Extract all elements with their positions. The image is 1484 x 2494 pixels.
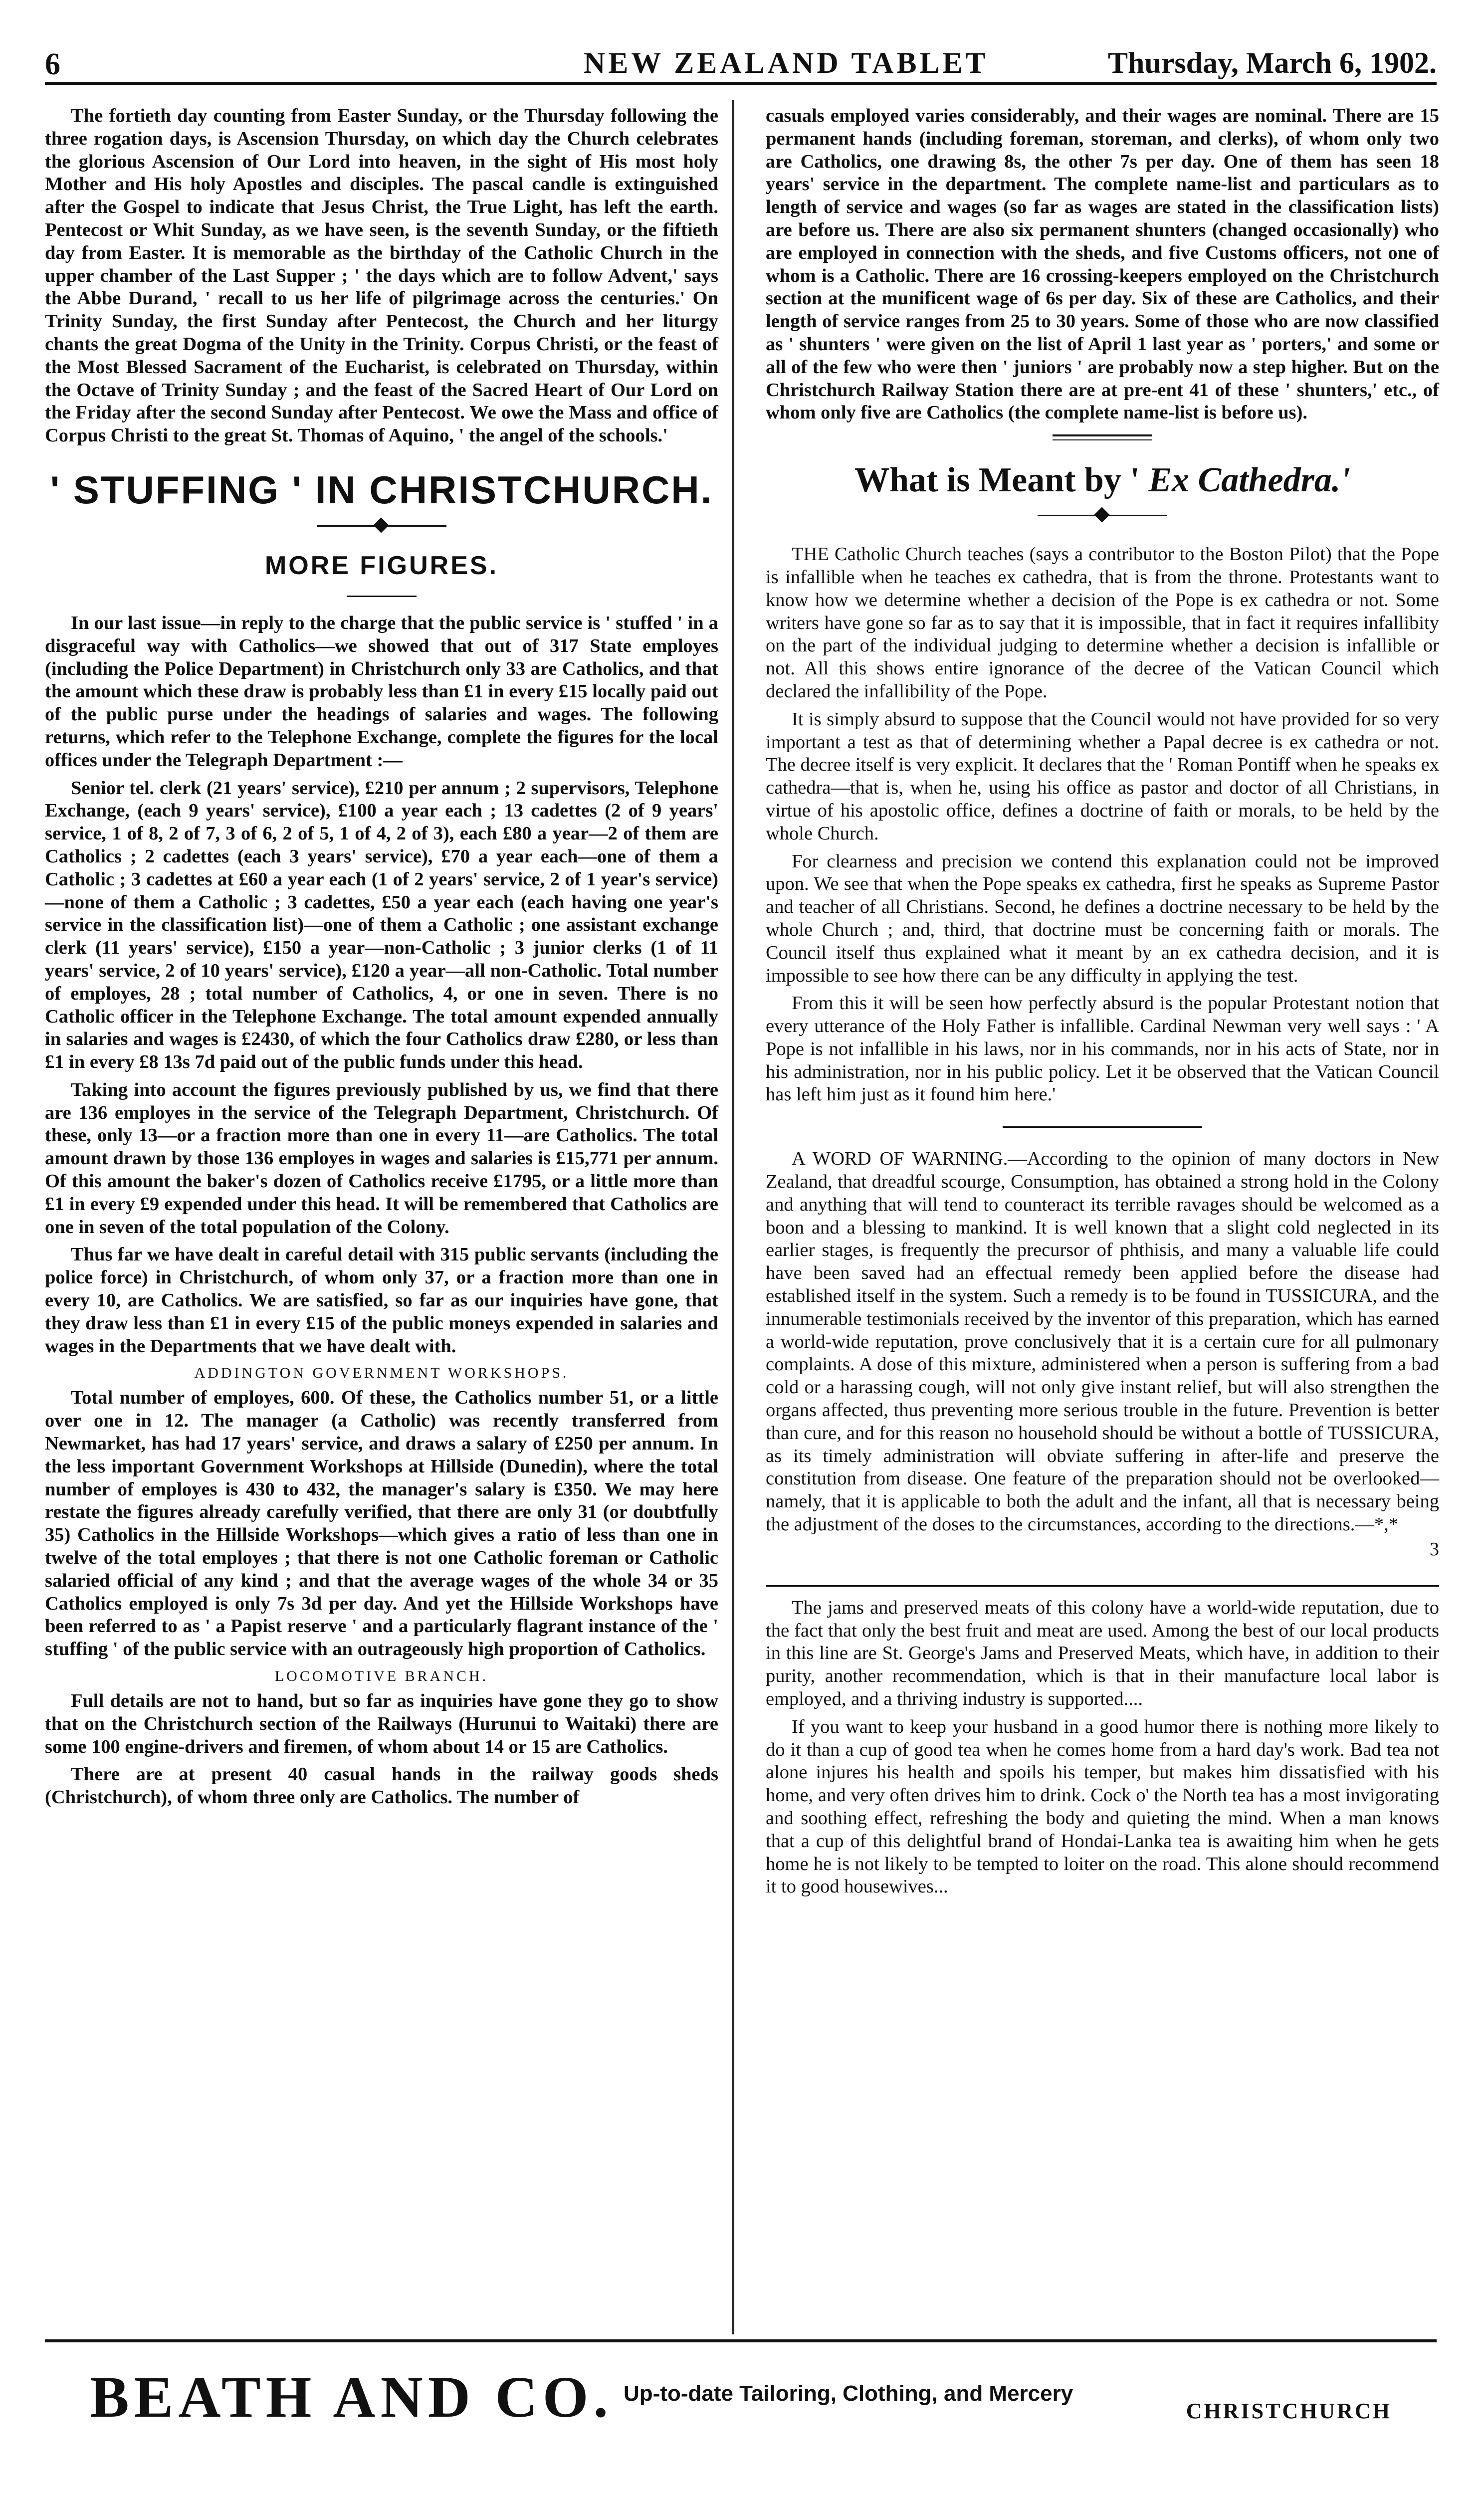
article-paragraph: Full details are not to hand, but so far as inquiries have gone they go to show that on the Christchurch section of the Railways (Hurunui to Waitaki) there are some 100 engine-drivers and firemen, of whom about 14 or 15 are Catholics. bbox=[45, 1690, 718, 1757]
ex-paragraph: THE Catholic Church teaches (says a contributor to the Boston Pilot) that the Pope is infallible when he teaches ex cathedra, that is from the throne. Protestants want to know how we determine whether a decision of the Pope is ex cathedra or not. Some writers have gone so far as to say that it is impossible, that in fact it requires infallibity on the part of the individual judging to determine whether a decision is infallible or not. All this shows entire ignorance of the decree of the Vatican Council which declared the infallibility of the Pope. bbox=[766, 544, 1439, 702]
jams-paragraph: The jams and preserved meats of this colony have a world-wide reputation, due to the fact that only the best fruit and meat are used. Among the best of our local products in this line are St. George's Jams and Preserved Meats, which have, in addition to their purity, another recommendation, which is that in their manufacture local labor is employed, and a thriving industry is supported.... bbox=[766, 1597, 1439, 1710]
article-subheadline: MORE FIGURES. bbox=[264, 551, 499, 580]
continued-paragraph: casuals employed varies considerably, and their wages are nominal. There are 15 permanent hands (including foreman, storeman, and clerks), of whom only two are Catholics, one drawing 8s, the other 7s per day. One of them has seen 18 years' service in the department. The complete name-list and particulars as to length of service and wages (so far as wages are stated in the classification lists) are before us. There are also six permanent shunters (changed occasionally) who are employed in connection with the sheds, and five Customs officers, not one of whom is a Catholic. There are 16 crossing-keepers employed on the Christchurch section at the munificent wage of 6s per day. Six of these are Catholics, and their length of service ranges from 25 to 30 years. Some of those who are now classified as ' shunters ' were given on the list of April 1 last year as ' porters,' and some or all of the few who were then ' juniors ' are probably now a step higher. But on the Christchurch Railway Station there are at pre-ent 41 of these ' shunters,' etc., of whom only five are Catholics (the complete name-list is before us). bbox=[766, 105, 1439, 423]
section-heading-addington: ADDINGTON GOVERNMENT WORKSHOPS. bbox=[194, 1365, 569, 1382]
section-heading-locomotive: LOCOMOTIVE BRANCH. bbox=[274, 1668, 489, 1685]
separator-rule bbox=[1003, 1126, 1202, 1128]
ex-paragraph: It is simply absurd to suppose that the Council would not have provided for so very important a test as that of determining whether a Papal decree is ex cathedra or not. The decree itself is very explicit. It declares that the ' Roman Pontiff when he speaks ex cathedra—that is, when he, using his office as pastor and doctor of all Christians, in virtue of his apostolic office, defines a doctrine of faith or morals, to be held by the whole Church. bbox=[766, 708, 1439, 844]
ex-paragraph: For clearness and precision we contend this explanation could not be improved upon. We see that when the Pope speaks ex cathedra, first he speaks as Supreme Pastor and teacher of all Christians. Second, he defines a doctrine necessary to be held by the whole Church ; and, third, that doctrine must be concerning faith or morals. The Council itself thus explained what it meant by an ex cathedra decision, and it is impossible to see how there can be any difficulty in applying the test. bbox=[766, 850, 1439, 986]
right-column bbox=[766, 105, 1439, 1903]
header-rule bbox=[45, 82, 1437, 85]
ex-paragraph: From this it will be seen how perfectly absurd is the popular Protestant notion that every utterance of the Holy Father is infallible. Cardinal Newman very well says : ' A Pope is not infallible in his laws, nor in his commands, nor in his acts of State, nor in his administration, nor in his public policy. Let it be observed that the Vatican Council has left him just as it found him here.' bbox=[766, 993, 1439, 1105]
warning-paragraph: A WORD OF WARNING.—According to the opinion of many doctors in New Zealand, that dreadful scourge, Consumption, has obtained a strong hold in the Colony and anything that will tend to counteract its terrible ravages should be welcomed as a boon and a blessing to mankind. It is well known that a slight cold neglected in its earlier stages, is frequently the precursor of phthisis, and many a valuable life could have been saved had an effectual remedy been applied before the disease had established itself in the system. Such a remedy is to be found in TUSSICURA, and the innumerable testimonials received by the inventor of this preparation, which has earned a world-wide reputation, prove conclusively that it is a certain cure for all pulmonary complaints. A dose of this mixture, administered when a person is suffering from a bad cold or a harassing cough, will not only give instant relief, but will also strengthen the organs affected, thus preventing more serious trouble in the future. Prevention is better than cure, and for this reason no household should be without a bottle of TUSSICURA, as its timely administration will obviate suffering in after-life and preserve the constitution from disease. One feature of the preparation should not be overlooked—namely, that it is applicable to both the adult and the infant, all that is necessary being the adjustment of the doses to the circumstances, according to the directions.—*,* bbox=[766, 1148, 1439, 1535]
footer-rule bbox=[45, 2339, 1437, 2342]
publication-title: NEW ZEALAND TABLET bbox=[584, 46, 989, 79]
headline-part-1: What is Meant by ' bbox=[854, 461, 1140, 500]
article-paragraph: Total number of employes, 600. Of these, the Catholics number 51, or a little over one in 12. The manager (a Catholic) was recently transferred from Newmarket, has had 17 years' service, and draws a salary of £250 per annum. In the less important Government Workshops at Hillside (Dunedin), where the total number of employes is 430 to 432, the manager's salary is £350. We may here restate the figures already carefully verified, that there are only 31 (or doubtfully 35) Catholics in the Hillside Workshops—which gives a ratio of less than one in twelve of the total employes ; that there is not one Catholic foreman or Catholic salaried official of any kind ; and that the average wages of the whole 34 or 35 Catholics employed is only 7s 3d per day. And yet the Hillside Workshops have been referred to as ' a Papist reserve ' and a particularly flagrant instance of the ' stuffing ' of the public service with an outrageously high proportion of Catholics. bbox=[45, 1387, 718, 1660]
ex-cathedra-headline bbox=[766, 460, 1439, 500]
article-paragraph: Taking into account the figures previously published by us, we find that there are 136 employes in the service of the Telegraph Department, Christchurch. Of these, only 13—or a fraction more than one in every 11—are Catholics. The total amount drawn by those 136 employes in wages and salaries is £15,771 per annum. Of this amount the baker's dozen of Catholics receive £1795, or a little more than £1 in every £9 expended under this head. It will be remembered that Catholics are one in seven of the total population of the Colony. bbox=[45, 1079, 718, 1238]
section-rule bbox=[766, 1585, 1439, 1587]
headline-part-2: Ex Cathedra.' bbox=[1148, 461, 1350, 500]
article-paragraph: Senior tel. clerk (21 years' service), £210 per annum ; 2 supervisors, Telephone Exchange, (each 9 years' service), £100 a year each ; 13 cadettes (2 of 9 years' service, 1 of 8, 2 of 7, 3 of 6, 2 of 5, 1 of 4, 2 of 3), each £80 a year—2 of them are Catholics ; 2 cadettes (each 3 years' service), £70 a year each—one of them a Catholic ; 3 cadettes at £60 a year each (1 of 2 years' service, 2 of 1 year's service)—none of them a Catholic ; 3 cadettes, £50 a year each (each having one year's service in the classification list)—one of them a Catholic ; one assistant exchange clerk (11 years' service), £150 a year—non-Catholic ; 3 junior clerks (1 of 11 years' service, 2 of 10 years' service), £120 a year—all non-Catholic. Total number of employes, 28 ; total number of Catholics, 4, or one in seven. There is no Catholic officer in the Telephone Exchange. The total amount expended annually in salaries and wages is £2430, of which the four Catholics draw £280, or less than £1 in every £8 13s 7d paid out of the public funds under this head. bbox=[45, 777, 718, 1073]
advert-city: CHRISTCHURCH bbox=[1186, 2399, 1392, 2423]
ornament-rule bbox=[317, 516, 446, 536]
tea-paragraph: If you want to keep your husband in a good humor there is nothing more likely to do it than a cup of good tea when he comes home from a hard day's work. Bad tea not alone injures his health and spoils his temper, but makes him dissatisfied with his home, and very often drives him to drink. Cock o' the North tea has a most invigorating and soothing effect, refreshing the body and quieting the mind. When a man knows that a cup of this delightful brand of Hondai-Lanka tea is awaiting him when he gets home he is not likely to be tempted to loiter on the road. This alone should recommend it to good housewives... bbox=[766, 1716, 1439, 1897]
advert-brand: BEATH AND CO. bbox=[90, 2364, 613, 2430]
article-headline: ' STUFFING ' IN CHRISTCHURCH. bbox=[50, 467, 713, 512]
column-divider bbox=[732, 100, 734, 2334]
page-header bbox=[45, 44, 1437, 84]
article-paragraph: Thus far we have dealt in careful detail with 315 public servants (including the police force) in Christchurch, of whom only 37, or a fraction more than one in every 10, are Catholics. We are satisfied, so far as our inquiries have gone, that they draw less than £1 in every £15 of the public moneys expended in salaries and wages in the Departments that we have dealt with. bbox=[45, 1244, 718, 1357]
warning-number: 3 bbox=[1430, 1538, 1439, 1560]
ornament-rule bbox=[1038, 505, 1167, 525]
article-paragraph: In our last issue—in reply to the charge that the public service is ' stuffed ' in a disgraceful way with Catholics—we showed that out of 317 State employes (including the Police Department) in Christchurch only 33 are Catholics, and that the amount which these draw is probably less than £1 in every £15 locally paid out of the public purse under the headings of salaries and wages. The following returns, which refer to the Telephone Exchange, complete the figures for the local offices under the Telegraph Department :— bbox=[45, 612, 718, 771]
issue-date: Thursday, March 6, 1902. bbox=[1108, 46, 1437, 79]
footer-advert bbox=[45, 2359, 1437, 2449]
advert-tagline: Up-to-date Tailoring, Clothing, and Mercery bbox=[624, 2381, 1073, 2406]
page-number: 6 bbox=[45, 47, 60, 81]
article-paragraph: There are at present 40 casual hands in the railway goods sheds (Christchurch), of whom three only are Catholics. The number of bbox=[45, 1764, 718, 1808]
left-column bbox=[45, 105, 718, 1814]
short-rule bbox=[347, 596, 417, 597]
double-rule bbox=[1053, 434, 1152, 440]
intro-paragraph: The fortieth day counting from Easter Sunday, or the Thursday following the three rogation days, is Ascension Thursday, on which day the Church celebrates the glorious Ascension of Our Lord into heaven, in the sight of His most holy Mother and His holy Apostles and disciples. The pascal candle is extinguished after the Gospel to indicate that Jesus Christ, the True Light, has left the earth. Pentecost or Whit Sunday, as we have seen, is the seventh Sunday, or the fiftieth day from Easter. It is memorable as the birthday of the Catholic Church in the upper chamber of the Last Supper ; ' the days which are to follow Advent,' says the Abbe Durand, ' recall to us her life of pilgrimage across the centuries.' On Trinity Sunday, the first Sunday after Pentecost, the Church and her liturgy chants the great Dogma of the Unity in the Trinity. Corpus Christi, or the feast of the Most Blessed Sacrament of the Eucharist, is celebrated on Thursday, within the Octave of Trinity Sunday ; and the feast of the Sacred Heart of Our Lord on the Friday after the second Sunday after Pentecost. We owe the Mass and office of Corpus Christi to the great St. Thomas of Aquino, ' the angel of the schools.' bbox=[45, 105, 718, 446]
